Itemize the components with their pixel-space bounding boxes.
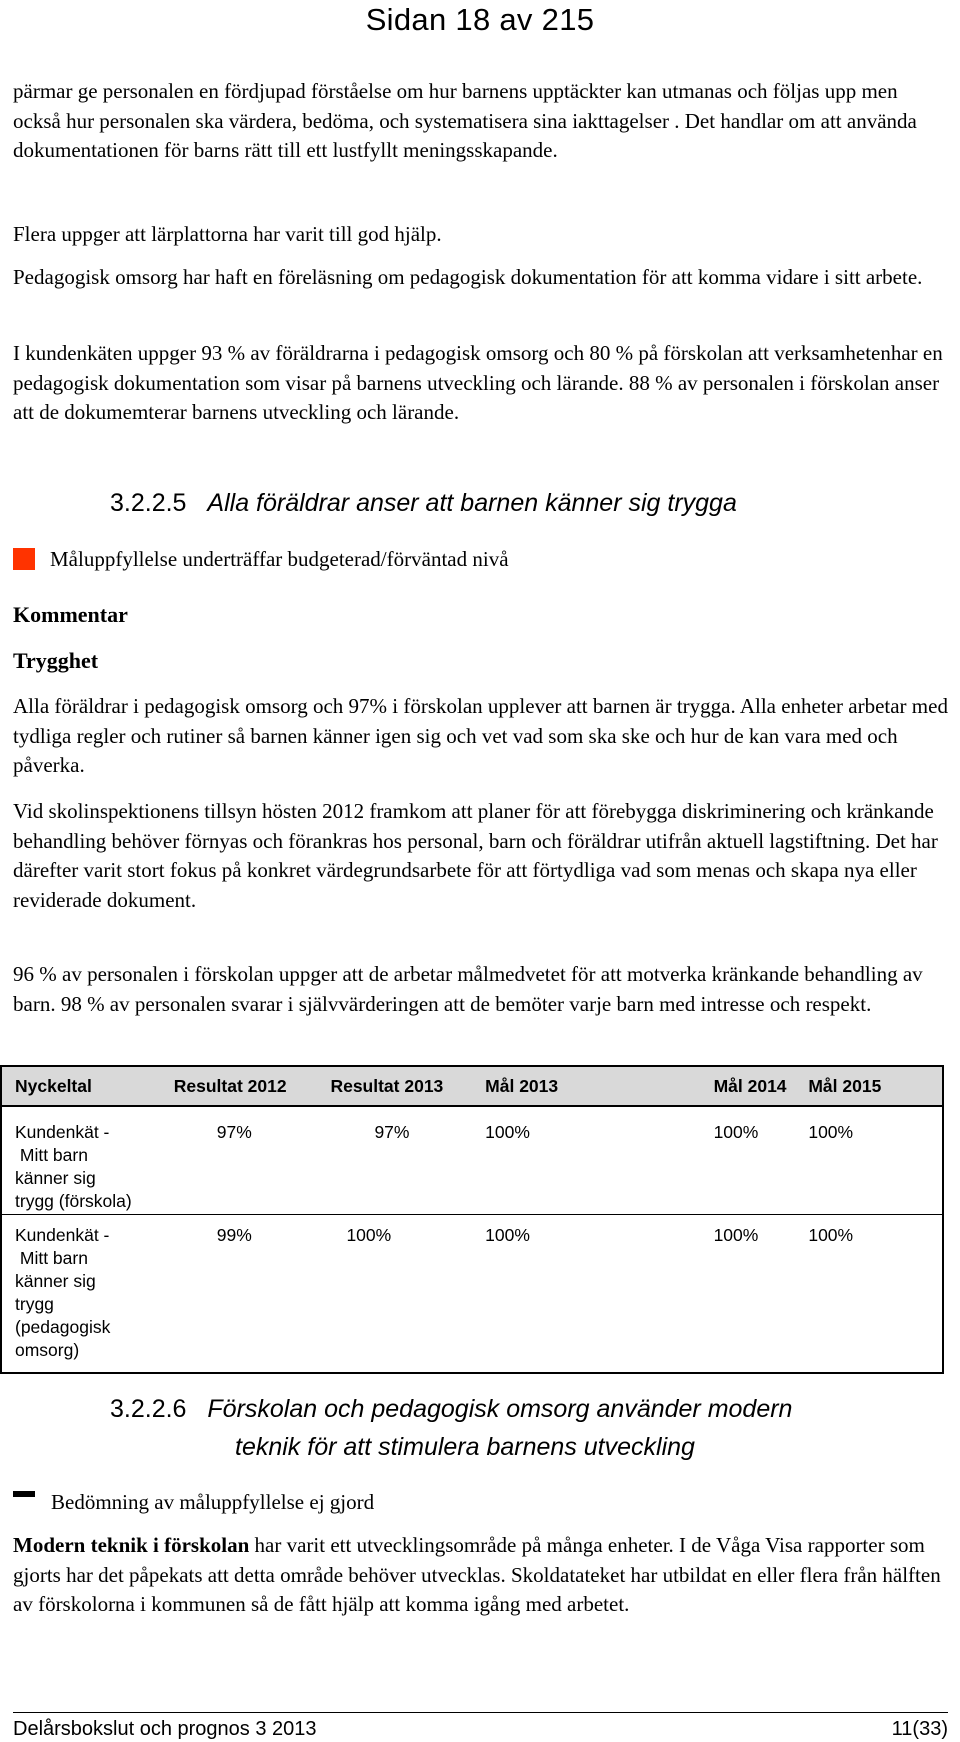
subheading-trygghet: Trygghet: [13, 648, 99, 673]
row-label-line: omsorg): [15, 1340, 80, 1360]
table-row: [1, 1106, 943, 1215]
column-header: Nyckeltal: [1, 1066, 161, 1106]
row-label-line: Kundenkät -: [15, 1225, 110, 1245]
status-text: Måluppfyllelse underträffar budgeterad/förväntad nivå: [50, 547, 509, 571]
section-number: 3.2.2.6: [110, 1395, 187, 1423]
row-label-cell: [1, 1106, 161, 1215]
column-header: Mål 2013: [472, 1066, 653, 1106]
page-indicator: Sidan 18 av 215: [365, 2, 595, 37]
table-cell: 100%: [808, 1215, 943, 1374]
table-cell: 100%: [485, 1122, 530, 1142]
footer-document-title: Delårsbokslut och prognos 3 2013: [13, 1718, 317, 1740]
section-number: 3.2.2.5: [110, 489, 187, 517]
body-paragraph-4: I kundenkäten uppger 93 % av föräldrarna i pedagogisk omsorg och 80 % på förskolan att verksamhetenhar en pedagogisk dokumentation som visar på barnens utveckling och lärande. 88 % av personalen i förskolan anser att de dokumemterar barnens utveckling och lärande.: [13, 341, 943, 424]
footer-page-number: 11(33): [891, 1718, 948, 1740]
section1-paragraph-2: Vid skolinspektionens tillsyn hösten 2012 framkom att planer för att förebygga diskriminering och kränkande behandling behöver förnyas och förankras hos personal, barn och föräldrar utifrån aktuell lagstiftning. Det har därefter varit stort fokus på konkret värdegrundsarbete för att förtydliga vad som menas och skapa nya eller reviderade dokument.: [13, 799, 938, 912]
section1-paragraph-3: 96 % av personalen i förskolan uppger att de arbetar målmedvetet för att motverka kränkande behandling av barn. 98 % av personalen svarar i självvärderingen att de bemöter varje barn med intresse och respekt.: [13, 962, 923, 1016]
section2-paragraph-1: [13, 1531, 948, 1620]
table-cell: 97%: [374, 1122, 410, 1142]
table-row: [1, 1215, 943, 1374]
status-red-square-icon: [13, 548, 35, 570]
status-dash-icon: [13, 1491, 35, 1497]
comment-label: Kommentar: [13, 602, 128, 627]
row-label-line: Mitt barn: [15, 1248, 88, 1268]
section-heading-3-2-2-6: [110, 1393, 792, 1425]
row-label-line: Kundenkät -: [15, 1122, 110, 1142]
column-header: Resultat 2013: [317, 1066, 472, 1106]
paragraph-text: har varit ett utvecklingsområde på många enheter. I de Våga Visa rapporter som gjorts har det påpekats att detta område behöver utvecklas. Skoldatateket har utbildat en eller flera från hälften av förskolorna i kommunen så de fått hjälp att komma igång med arbetet.: [13, 1533, 941, 1616]
footer-divider: [13, 1712, 948, 1713]
section-heading-3-2-2-6-continued: [235, 1431, 695, 1463]
row-label-line: (pedagogisk: [15, 1317, 111, 1337]
section-title: Alla föräldrar anser att barnen känner sig trygga: [207, 489, 737, 517]
row-label-line: trygg (förskola): [15, 1191, 132, 1211]
table-cell: 100%: [654, 1215, 809, 1374]
kpi-table: [0, 1065, 944, 1374]
column-header: Mål 2014: [654, 1066, 809, 1106]
row-label-line: känner sig: [15, 1271, 96, 1291]
row-label-cell: [1, 1215, 161, 1374]
bold-lead-text: Modern teknik i förskolan: [13, 1533, 250, 1557]
body-paragraph-2: Flera uppger att lärplattorna har varit till god hjälp.: [13, 222, 442, 246]
section-title-line-1: Förskolan och pedagogisk omsorg använder modern: [207, 1395, 793, 1423]
table-cell: 100%: [713, 1122, 759, 1142]
section-heading-3-2-2-5: [110, 487, 737, 519]
body-paragraph-3: Pedagogisk omsorg har haft en föreläsning om pedagogisk dokumentation för att komma vidare i sitt arbete.: [13, 265, 923, 289]
row-label-line: känner sig: [15, 1168, 96, 1188]
table-cell: 99%: [161, 1215, 318, 1374]
table-cell: 100%: [472, 1215, 653, 1374]
table-header-row: [1, 1066, 943, 1106]
body-paragraph-1: pärmar ge personalen en fördjupad förståelse om hur barnens upptäckter kan utmanas och följas upp men också hur personalen ska värdera, bedöma, och systematisera sina iakttagelser . Det handlar om att använda dokumentationen för barns rätt till ett lustfyllt meningsskapande.: [13, 79, 917, 162]
row-label-line: trygg: [15, 1294, 54, 1314]
row-label-line: Mitt barn: [15, 1145, 88, 1165]
column-header: Mål 2015: [808, 1066, 943, 1106]
column-header: Resultat 2012: [161, 1066, 318, 1106]
section1-paragraph-1: Alla föräldrar i pedagogisk omsorg och 97% i förskolan upplever att barnen är trygga. Alla enheter arbetar med tydliga regler och rutiner så barnen känner igen sig och vet vad som ska ske och hur de kan vara med och påverka.: [13, 694, 948, 777]
status-text-2: Bedömning av måluppfyllelse ej gjord: [51, 1490, 375, 1514]
table-cell: 100%: [808, 1106, 943, 1215]
table-cell: 100%: [317, 1215, 472, 1374]
section-title-line-2: teknik för att stimulera barnens utveckling: [235, 1433, 695, 1461]
status-row-2: [13, 1488, 374, 1516]
table-cell: 97%: [216, 1122, 252, 1142]
status-row: [13, 545, 509, 573]
